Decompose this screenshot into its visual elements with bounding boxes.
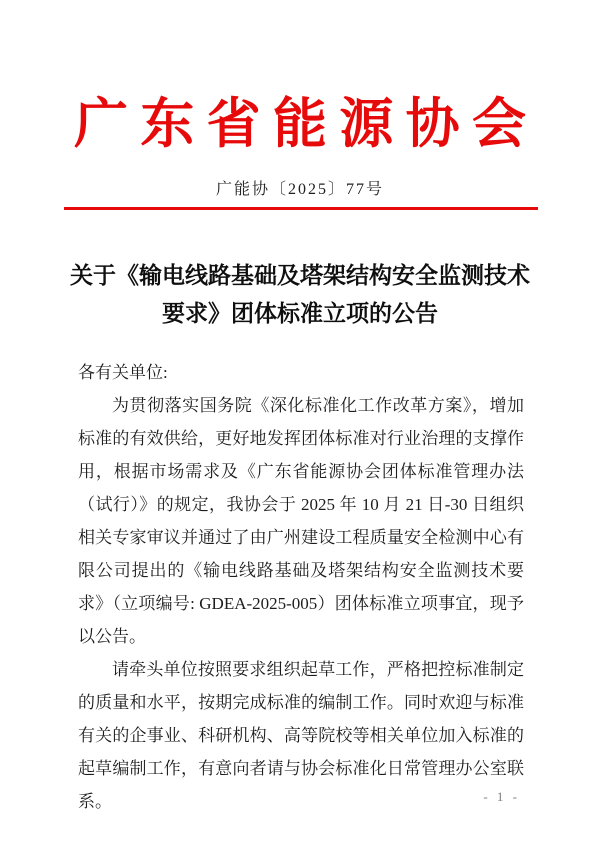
- salutation: 各有关单位:: [78, 363, 168, 382]
- org-name: 广东省能源协会: [74, 94, 526, 154]
- doc-title: [40, 257, 560, 333]
- document-body: [78, 356, 524, 818]
- body-paragraph: 为贯彻落实国务院《深化标准化工作改革方案》，增加标准的有效供给，更好地发挥团体标准对行业治理的支撑作用，根据市场需求及《广东省能源协会团体标准管理办法（试行）》的规定，我协会于 2025 年 10 月 21 日-30 日组织相关专家审议并通过了由广州建设工程质量安全检测中心有限公司提出的《输电线路基础及塔架结构安全监测技术要求》（立项编号: GDEA-2025-005）团体标准立项事宜，现予以公告。: [78, 396, 524, 646]
- doc-number: 广能协〔2025〕77号: [215, 181, 384, 198]
- header-divider-line: [64, 207, 538, 210]
- doc-title-line-1: 关于《输电线路基础及塔架结构安全监测技术: [70, 263, 530, 288]
- doc-title-line-2: 要求》团体标准立项的公告: [162, 301, 438, 326]
- body-paragraph: 请牵头单位按照要求组织起草工作，严格把控标准制定的质量和水平，按期完成标准的编制工作。同时欢迎与标准有关的企事业、科研机构、高等院校等相关单位加入标准的起草编制工作，有意向者请与协会标准化日常管理办公室联系。: [78, 660, 524, 811]
- page-number: - 1 -: [483, 789, 520, 804]
